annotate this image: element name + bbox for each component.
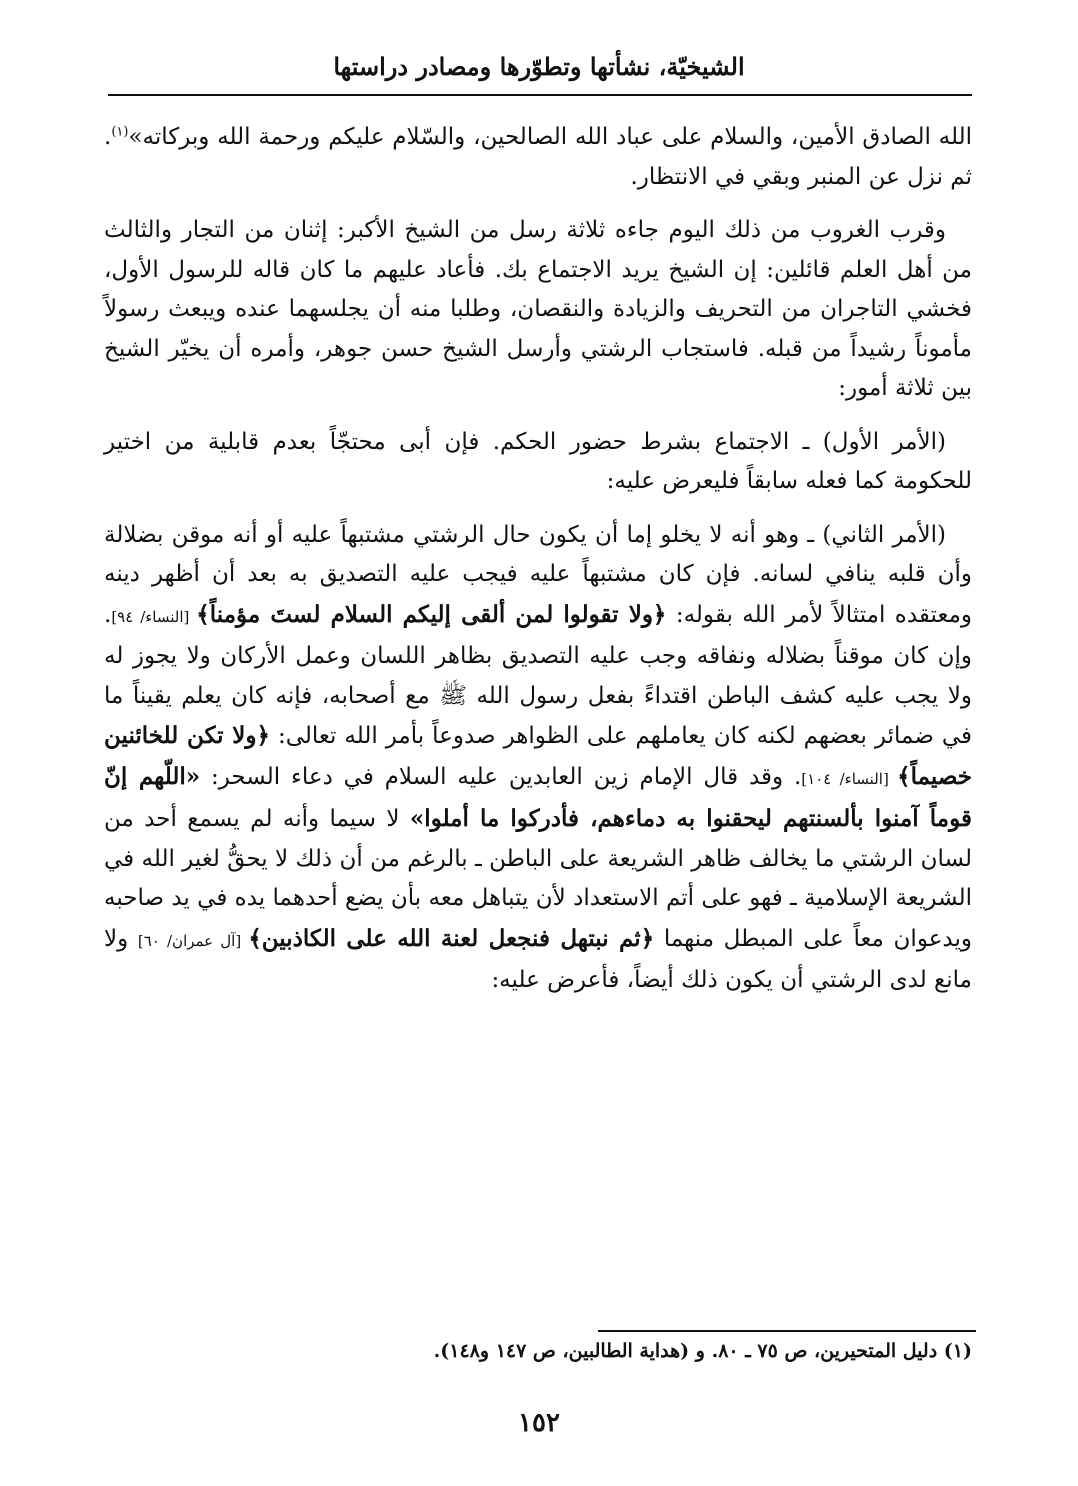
paragraph-4-text-b: . وإن كان موقناً بضلاله ونفاقه وجب عليه التصديق بظاهر اللسان وعمل الأركان ولا يجوز له ولا يجب عليه كشف الباطن اقتداءً بفعل رسول الله ﷺ مع أصحابه، فإنه كان يعلم يقيناً ما في ضمائر بعضهم لكنه كان يعاملهم على الظواهر صدوعاً بأمر الله تعالى: [104,601,973,749]
paragraph-3: (الأمر الأول) ـ الاجتماع بشرط حضور الحكم. فإن أبى محتجّاً بعدم قابلية من اختير للحكومة كما فعله سابقاً فليعرض عليه: [104,428,972,494]
paragraph-4-text-f: ولا مانع لدى الرشتي أن يكون ذلك أيضاً، فأعرض عليه: [104,925,972,993]
footnote-divider [598,1330,976,1332]
footnote-marker[interactable]: (١) [111,124,129,140]
paragraph-4-text-a: (الأمر الثاني) ـ وهو أنه لا يخلو إما أن يكون حال الرشتي مشتبهاً عليه أو أنه موقن بضلالة وأن قلبه ينافي لسانه. فإن كان مشتبهاً عليه فيجب عليه التصديق به بعد أن أظهر دينه ومعتقده امتثالاً لأمر الله بقوله: [104,521,973,628]
paragraph-2: وقرب الغروب من ذلك اليوم جاءه ثلاثة رسل من الشيخ الأكبر: إثنان من التجار والثالث من أهل العلم قائلين: إن الشيخ يريد الاجتماع بك. فأعاد عليهم ما كان قاله للرسول الأول، فخشي التاجران من التحريف والزيادة والنقصان، وطلبا منه أن يجلسهما عنده ويبعث رسولاً مأموناً رشيداً من قبله. فاستجاب الرشتي وأرسل الشيخ حسن جوهر، وأمره أن يخيّر الشيخ بين ثلاثة أمور: [104,217,972,401]
paragraph-4-text-e: لا سيما وأنه لم يسمع أحد من لسان الرشتي ما يخالف ظاهر الشريعة على الباطن ـ بالرغم من أن ذلك لا يحقُّ لغير الله في الشريعة الإسلامية ـ فهو على أتم الاستعداد لأن يتباهل معه بأن يضع أحدهما يده في يد صاحبه ويدعوان معاً على المبطل منهما [104,806,973,952]
verse-reference-1: [النساء/ ٩٤] [111,607,197,626]
quran-verse-1: ﴿ولا تقولوا لمن ألقى إليكم السلام لستَ مؤمناً﴾ [196,600,667,628]
footnote-text: (١) دليل المتحيرين، ص ٧٥ ـ ٨٠. و (هداية الطالبين، ص ١٤٧ و١٤٨). [433,1340,972,1362]
page-body [104,118,972,1015]
paragraph-1 [104,118,972,197]
paragraph-1-text-b: . ثم نزل عن المنبر وبقي في الانتظار. [104,124,972,190]
running-header-title: الشيخيّة، نشأتها وتطوّرها ومصادر دراستها [333,52,745,81]
header-divider [108,94,972,96]
paragraph-4-text-c: . وقد قال الإمام زين العابدين عليه السلام في دعاء السحر: [200,763,802,790]
quran-verse-2: ﴿ولا تكن للخائنين خصيماً﴾ [104,722,972,790]
quran-verse-3: ﴿ثم نبتهل فنجعل لعنة الله على الكاذبين﴾ [248,924,655,952]
verse-reference-3: [آل عمران/ ٦٠] [137,931,249,950]
verse-reference-2: [النساء/ ١٠٤] [801,769,898,788]
dua-quote: «اللّهم إنّ قوماً آمنوا بألسنتهم ليحقنوا به دماءهم، فأدركوا ما أملوا» [104,762,972,832]
paragraph-1-text-a: الله الصادق الأمين، والسلام على عباد الله الصالحين، والسّلام عليكم ورحمة الله وبركاته» [128,124,972,150]
paragraph-4 [104,516,972,1001]
page-number: ١٥٢ [518,1408,560,1438]
